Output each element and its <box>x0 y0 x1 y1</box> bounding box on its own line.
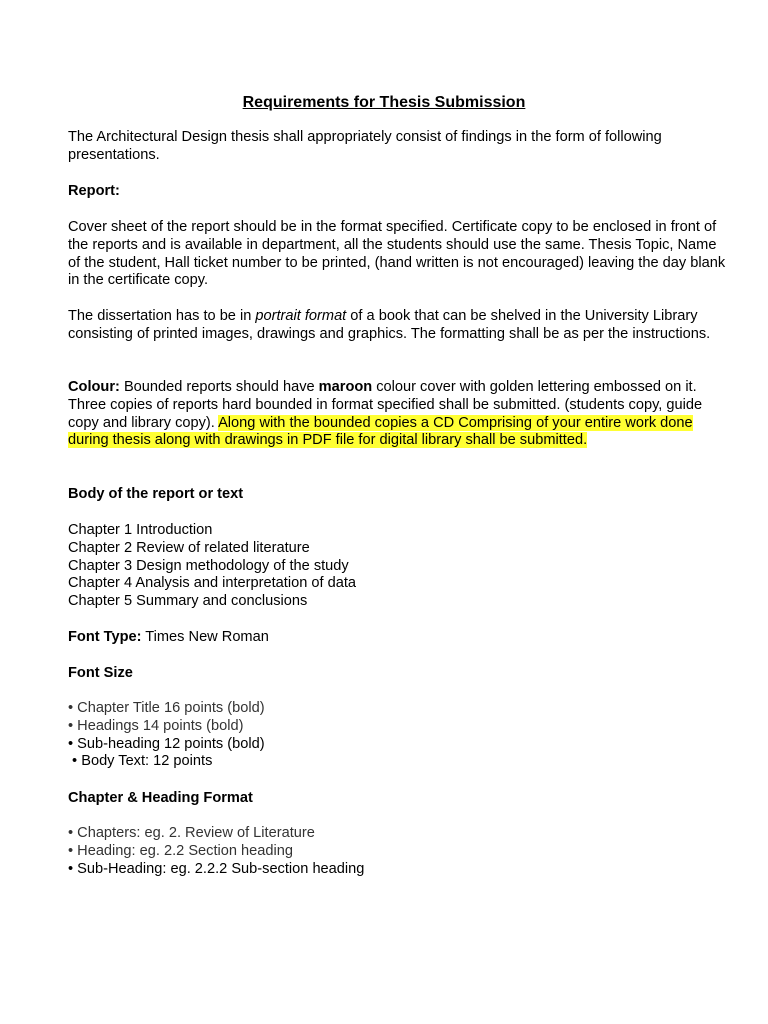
list-item: Chapter 1 Introduction <box>68 522 213 538</box>
colour-text-2: colour cover with golden lettering embossed on it. Three copies of reports hard bounded in format specified shall be submitted. (students copy, guide copy and library copy). <box>68 379 703 431</box>
cd-requirement-highlight: Along with the bounded copies a CD Comprising of your entire work done during thesis along with drawings in PDF file for digital library shall be submitted. <box>68 414 693 449</box>
list-item: • Sub-heading 12 points (bold) <box>68 735 265 752</box>
report-paragraph-2 <box>68 308 728 344</box>
format-list <box>68 825 728 878</box>
list-item: • Sub-Heading: eg. 2.2.2 Sub-section heading <box>68 860 365 877</box>
list-item: Chapter 5 Summary and conclusions <box>68 593 308 610</box>
colour-paragraph <box>68 379 728 450</box>
font-type-value: Times New Roman <box>141 629 269 645</box>
font-size-heading: Font Size <box>68 665 133 681</box>
portrait-format-emphasis: portrait format <box>255 308 347 324</box>
chapter-list <box>68 522 728 611</box>
list-item: • Chapter Title 16 points (bold) <box>68 700 265 716</box>
font-size-list <box>68 700 728 771</box>
list-item: • Headings 14 points (bold) <box>68 717 244 734</box>
intro-paragraph: The Architectural Design thesis shall appropriately consist of findings in the form of following presentations. <box>68 129 662 163</box>
colour-label: Colour: <box>68 379 120 395</box>
list-item: Chapter 4 Analysis and interpretation of data <box>68 575 357 592</box>
document-title: Requirements for Thesis Submission <box>242 94 526 111</box>
font-type-label: Font Type: <box>68 629 142 645</box>
list-item: • Body Text: 12 points <box>68 753 213 770</box>
list-item: Chapter 3 Design methodology of the study <box>68 557 349 574</box>
report-paragraph-1: Cover sheet of the report should be in the format specified. Certificate copy to be enclosed in front of the reports and is available in department, all the students should use the same. Thesis Topic, Name of the student, Hall ticket number to be printed, (hand written is not encouraged) leaving the day blank in the certificate copy. <box>68 219 726 289</box>
body-heading: Body of the report or text <box>68 486 244 502</box>
report-paragraph-2-before: The dissertation has to be in <box>68 308 256 324</box>
colour-text-1: Bounded reports should have <box>119 379 319 395</box>
format-heading: Chapter & Heading Format <box>68 790 253 806</box>
font-type-line <box>68 629 728 647</box>
maroon-emphasis: maroon <box>318 379 373 395</box>
list-item: Chapter 2 Review of related literature <box>68 539 310 556</box>
report-paragraph-2-after: of a book that can be shelved in the University Library consisting of printed images, drawings and graphics. The formatting shall be as per the instructions. <box>68 308 711 342</box>
report-heading: Report: <box>68 183 120 199</box>
list-item: • Heading: eg. 2.2 Section heading <box>68 842 293 859</box>
list-item: • Chapters: eg. 2. Review of Literature <box>68 825 315 841</box>
